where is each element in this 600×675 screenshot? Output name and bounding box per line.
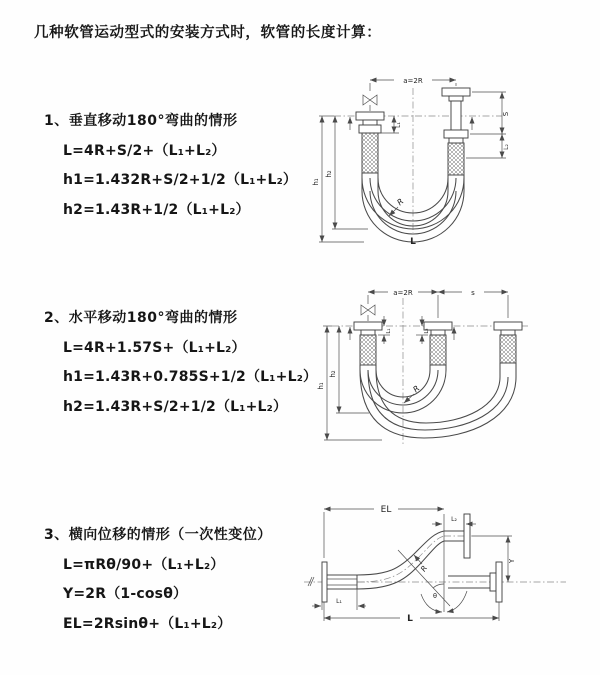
formula-line: h1=1.432R+S/2+1/2（L₁+L₂） [63,172,298,188]
label-el: EL [380,505,392,515]
radius-leader [389,207,398,216]
break-mark [308,577,314,586]
label-total-length: L [407,614,413,624]
label-h1: h₁ [312,178,320,186]
upper-flange [464,514,470,558]
diagram-vertical-180-bend [306,70,528,262]
radius-leader [414,555,422,564]
diagram-horizontal-180-bend [314,282,546,454]
label-s: S [502,111,510,117]
label-h2: h₂ [325,170,333,178]
label-h1: h₁ [317,382,325,390]
label-l2: L₂ [424,328,430,334]
formula-line: L=4R+S/2+（L₁+L₂） [63,142,226,159]
left-fitting [356,112,384,173]
valve-icon [361,305,375,321]
hose-u-bends [360,363,516,438]
label-r: R [418,563,430,574]
radius-leader [404,394,414,403]
section-2 [44,307,316,416]
label-l1: L₁ [395,122,402,128]
section-3 [44,524,316,633]
hose-s-curve [357,531,464,589]
centerlines [334,88,502,233]
valve-icon [363,95,377,111]
page-title: 几种软管运动型式的安装方式时，软管的长度计算： [34,25,382,41]
right-fitting [442,88,470,175]
label-y: Y [508,558,516,564]
section-1 [44,110,316,219]
label-s: s [471,289,475,297]
label-h2: h₂ [329,370,337,378]
label-l2: L₂ [503,144,510,150]
label-r: R [411,383,422,395]
dim-el [324,509,444,558]
section-1-heading: 1、垂直移动180°弯曲的情形 [44,113,238,129]
formula-line: L=4R+1.57S+（L₁+L₂） [63,339,246,356]
dim-h1 [319,116,364,242]
section-2-heading: 2、水平移动180°弯曲的情形 [44,310,238,326]
label-l1: L₁ [386,328,392,334]
formula-line: L=πRθ/90+（L₁+L₂） [63,556,225,573]
label-a2r: a=2R [403,77,423,85]
left-flange [322,562,357,602]
label-a2r: a=2R [393,289,413,297]
label-theta: θ [433,592,437,600]
section-3-heading: 3、横向位移的情形（一次性变位） [44,527,272,543]
label-r: R [395,196,406,208]
left-fitting [354,322,382,365]
right-fitting [494,322,522,363]
label-total-length: L [410,237,416,247]
formula-line: Y=2R（1-cosθ） [63,586,188,602]
formula-line: EL=2Rsinθ+（L₁+L₂） [63,615,232,632]
formula-line: h2=1.43R+S/2+1/2（L₁+L₂） [63,398,288,415]
label-l1: L₁ [336,598,342,605]
formula-line: h2=1.43R+1/2（L₁+L₂） [63,201,250,218]
label-l2: L₂ [451,516,457,523]
formula-line: h1=1.43R+0.785S+1/2（L₁+L₂） [63,369,318,385]
diagram-lateral-displacement [298,500,583,650]
